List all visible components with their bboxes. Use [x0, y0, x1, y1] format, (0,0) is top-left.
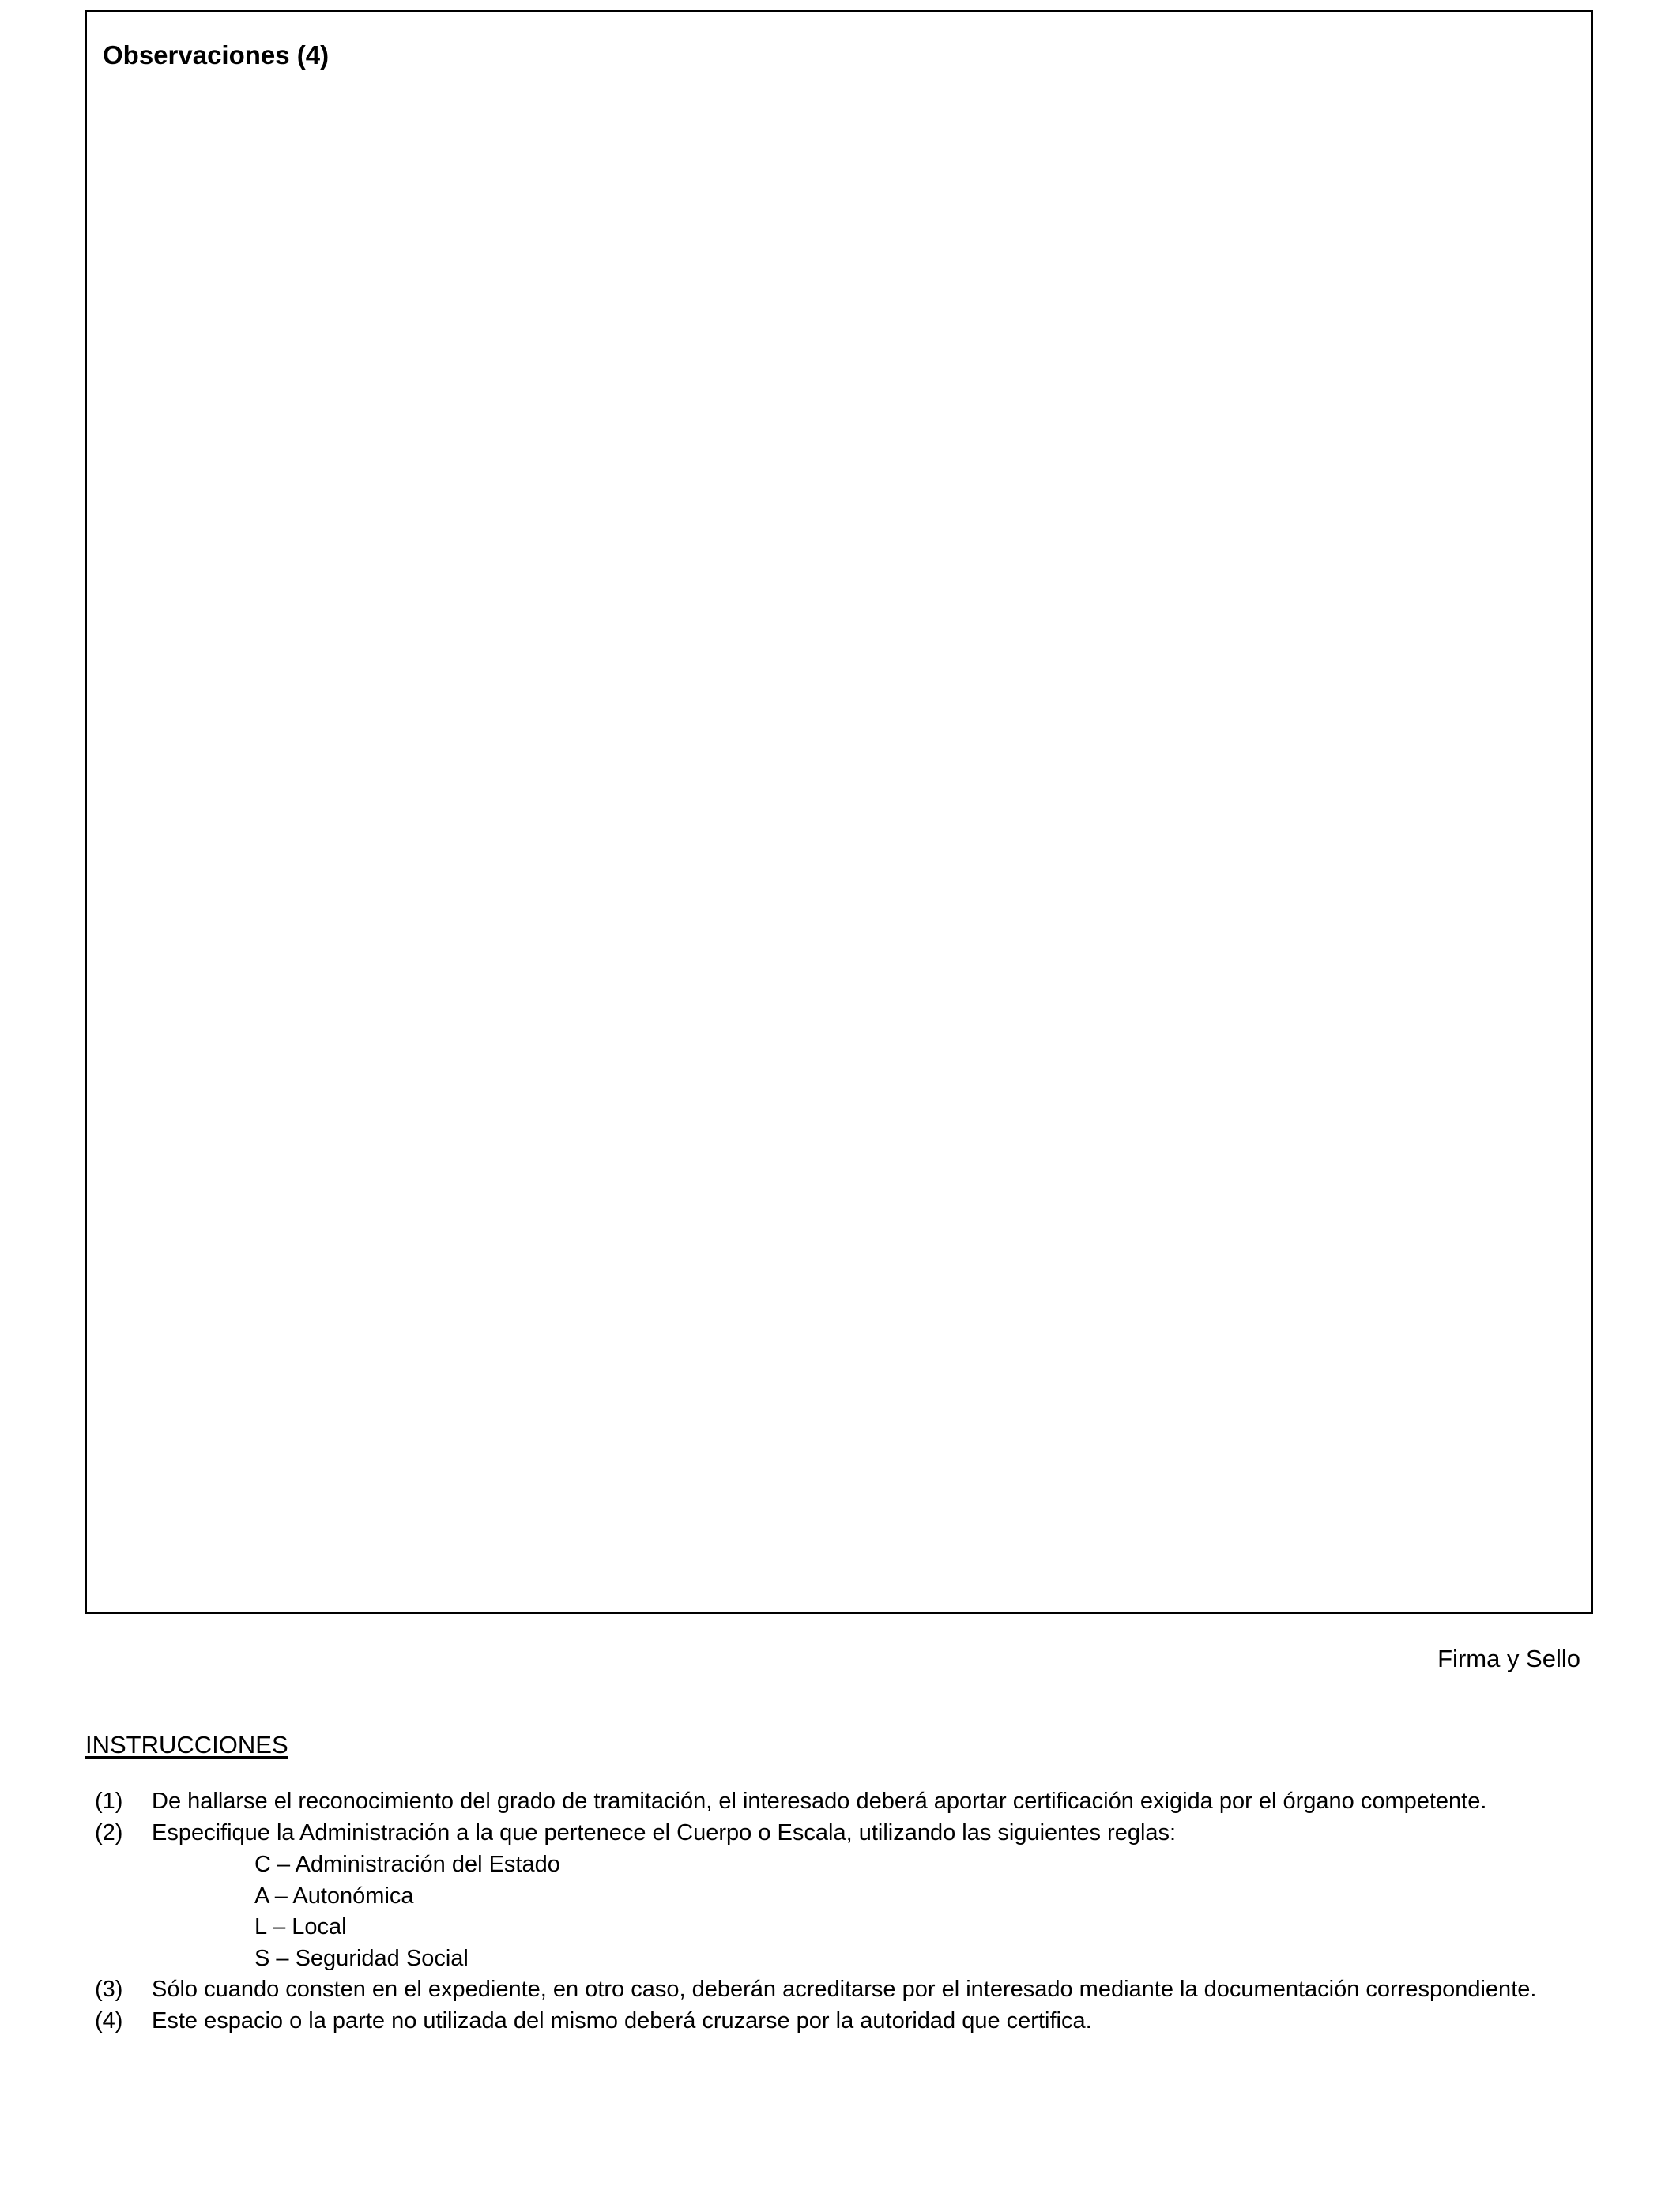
- administration-rule-l: L – Local: [254, 1914, 347, 1940]
- observaciones-title: Observaciones (4): [103, 40, 330, 70]
- administration-rule-c: C – Administración del Estado: [254, 1852, 560, 1877]
- administration-rule-a: A – Autonómica: [254, 1883, 414, 1909]
- instruction-note-1: [0, 1789, 1680, 1820]
- administration-rule-s: S – Seguridad Social: [254, 1946, 469, 1971]
- note-number: (2): [95, 1820, 123, 1845]
- note-text: Especifique la Administración a la que pertenece el Cuerpo o Escala, utilizando las siguientes reglas:: [152, 1820, 1177, 1845]
- note-text: De hallarse el reconocimiento del grado de tramitación, el interesado deberá aportar certificación exigida por el órgano competente.: [152, 1789, 1487, 1814]
- observaciones-box: [85, 10, 1593, 1614]
- instrucciones-heading: INSTRUCCIONES: [85, 1731, 288, 1759]
- note-number: (3): [95, 1977, 123, 2002]
- note-text: Sólo cuando consten en el expediente, en otro caso, deberán acreditarse por el interesado mediante la documentación correspondiente.: [152, 1977, 1537, 2002]
- instruction-note-2: [0, 1820, 1680, 1852]
- firma-y-sello-label: Firma y Sello: [1437, 1645, 1580, 1672]
- note-text: Este espacio o la parte no utilizada del mismo deberá cruzarse por la autoridad que certifica.: [152, 2008, 1092, 2034]
- note-number: (4): [95, 2008, 123, 2034]
- note-number: (1): [95, 1789, 123, 1814]
- instruction-note-3: [0, 1977, 1680, 2008]
- instruction-note-4: [0, 2008, 1680, 2040]
